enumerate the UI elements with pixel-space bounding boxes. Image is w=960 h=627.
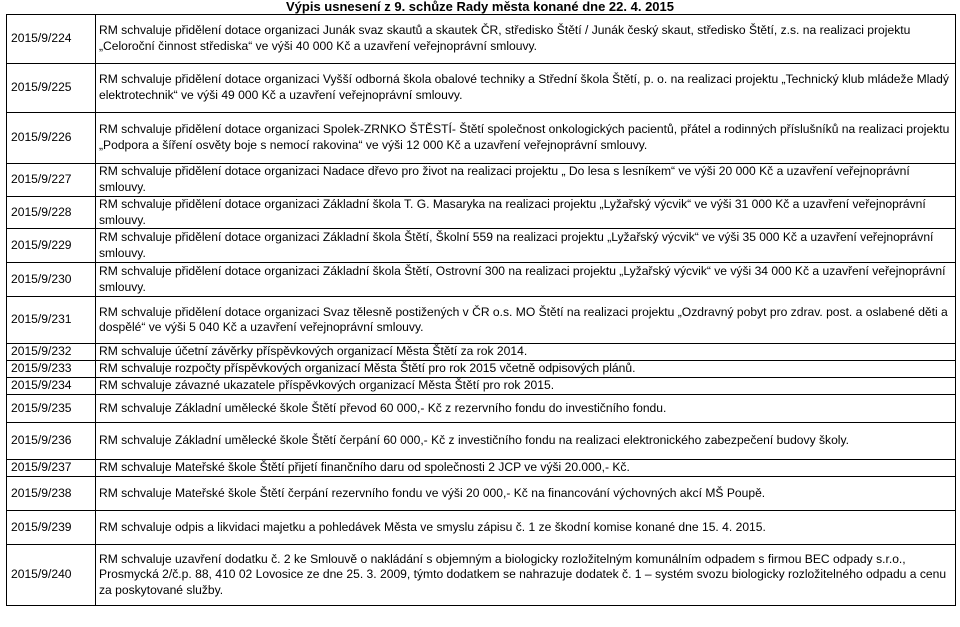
resolution-text: RM schvaluje závazné ukazatele příspěvkových organizací Města Štětí pro rok 2015. xyxy=(96,378,956,395)
resolution-number: 2015/9/229 xyxy=(7,229,96,263)
table-row xyxy=(7,197,956,229)
resolution-text: RM schvaluje Základní umělecké škole Štětí převod 60 000,- Kč z rezervního fondu do investičního fondu. xyxy=(96,395,956,423)
table-row xyxy=(7,297,956,344)
table-row xyxy=(7,64,956,113)
table-row xyxy=(7,229,956,263)
resolution-number: 2015/9/235 xyxy=(7,395,96,423)
resolution-number: 2015/9/227 xyxy=(7,164,96,197)
resolutions-table xyxy=(6,14,956,606)
resolution-text: RM schvaluje přidělení dotace organizaci Svaz tělesně postižených v ČR o.s. MO Štětí na realizaci projektu „Ozdravný pobyt pro zdrav. post. a oslabené děti a dospělé“ ve výši 5 040 Kč a uzavření veřejnoprávní smlouvy. xyxy=(96,297,956,344)
resolution-text: RM schvaluje Mateřské škole Štětí přijetí finančního daru od společnosti 2 JCP ve výši 20.000,- Kč. xyxy=(96,460,956,477)
resolution-number: 2015/9/226 xyxy=(7,113,96,164)
resolution-text: RM schvaluje přidělení dotace organizaci Nadace dřevo pro život na realizaci projektu „ Do lesa s lesníkem“ ve výši 20 000 Kč a uzavření veřejnoprávní smlouvy. xyxy=(96,164,956,197)
resolution-text: RM schvaluje přidělení dotace organizaci Spolek-ZRNKO ŠTĚSTÍ- Štětí společnost onkologických pacientů, přátel a rodinných příslušníků na realizaci projektu „Podpora a šíření osvěty boje s nemocí rakovina“ ve výši 12 000 Kč a uzavření veřejnoprávní smlouvy. xyxy=(96,113,956,164)
table-row xyxy=(7,344,956,361)
document-title: Výpis usnesení z 9. schůze Rady města konané dne 22. 4. 2015 xyxy=(285,0,674,14)
resolution-number: 2015/9/239 xyxy=(7,511,96,545)
resolution-text: RM schvaluje účetní závěrky příspěvkových organizací Města Štětí za rok 2014. xyxy=(96,344,956,361)
table-row xyxy=(7,378,956,395)
resolution-text: RM schvaluje Základní umělecké škole Štětí čerpání 60 000,- Kč z investičního fondu na realizaci elektronického zabezpečení budovy školy. xyxy=(96,423,956,460)
table-row xyxy=(7,361,956,378)
resolution-number: 2015/9/228 xyxy=(7,197,96,229)
resolution-number: 2015/9/237 xyxy=(7,460,96,477)
resolution-number: 2015/9/238 xyxy=(7,477,96,511)
resolution-number: 2015/9/230 xyxy=(7,263,96,297)
table-row xyxy=(7,477,956,511)
table-row xyxy=(7,263,956,297)
table-row xyxy=(7,423,956,460)
resolution-text: RM schvaluje rozpočty příspěvkových organizací Města Štětí pro rok 2015 včetně odpisových plánů. xyxy=(96,361,956,378)
table-row xyxy=(7,395,956,423)
resolution-number: 2015/9/240 xyxy=(7,545,96,606)
resolution-text: RM schvaluje přidělení dotace organizaci Junák svaz skautů a skautek ČR, středisko Štětí / Junák český skaut, středisko Štětí, z.s. na realizaci projektu „Celoroční činnost střediska“ ve výši 40 000 Kč a uzavření veřejnoprávní smlouvy. xyxy=(96,15,956,64)
resolution-number: 2015/9/225 xyxy=(7,64,96,113)
resolution-text: RM schvaluje přidělení dotace organizaci Základní škola Štětí, Školní 559 na realizaci projektu „Lyžařský výcvik“ ve výši 35 000 Kč a uzavření veřejnoprávní smlouvy. xyxy=(96,229,956,263)
table-row xyxy=(7,113,956,164)
resolution-text: RM schvaluje přidělení dotace organizaci Vyšší odborná škola obalové techniky a Střední škola Štětí, p. o. na realizaci projektu „Technický klub mládeže Mladý elektrotechnik“ ve výši 49 000 Kč a uzavření veřejnoprávní smlouvy. xyxy=(96,64,956,113)
table-row xyxy=(7,15,956,64)
resolution-number: 2015/9/234 xyxy=(7,378,96,395)
resolution-number: 2015/9/224 xyxy=(7,15,96,64)
resolution-number: 2015/9/233 xyxy=(7,361,96,378)
resolution-text: RM schvaluje uzavření dodatku č. 2 ke Smlouvě o nakládání s objemným a biologicky rozložitelným komunálním odpadem s firmou BEC odpady s.r.o., Prosmycká 2/č.p. 88, 410 02 Lovosice ze dne 25. 3. 2009, týmto dodatkem se nahrazuje dodatek č. 1 – systém svozu biologicky rozložitelného odpadu a cenu za poskytované služby. xyxy=(96,545,956,606)
table-row xyxy=(7,545,956,606)
resolution-number: 2015/9/236 xyxy=(7,423,96,460)
resolution-text: RM schvaluje Mateřské škole Štětí čerpání rezervního fondu ve výši 20 000,- Kč na financování výchovných akcí MŠ Poupě. xyxy=(96,477,956,511)
resolution-text: RM schvaluje přidělení dotace organizaci Základní škola T. G. Masaryka na realizaci projektu „Lyžařský výcvik“ ve výši 31 000 Kč a uzavření veřejnoprávní smlouvy. xyxy=(96,197,956,229)
table-row xyxy=(7,164,956,197)
table-row xyxy=(7,511,956,545)
resolution-number: 2015/9/232 xyxy=(7,344,96,361)
resolution-text: RM schvaluje přidělení dotace organizaci Základní škola Štětí, Ostrovní 300 na realizaci projektu „Lyžařský výcvik“ ve výši 34 000 Kč a uzavření veřejnoprávní smlouvy. xyxy=(96,263,956,297)
resolution-number: 2015/9/231 xyxy=(7,297,96,344)
table-row xyxy=(7,460,956,477)
resolution-text: RM schvaluje odpis a likvidaci majetku a pohledávek Města ve smyslu zápisu č. 1 ze škodní komise konané dne 15. 4. 2015. xyxy=(96,511,956,545)
